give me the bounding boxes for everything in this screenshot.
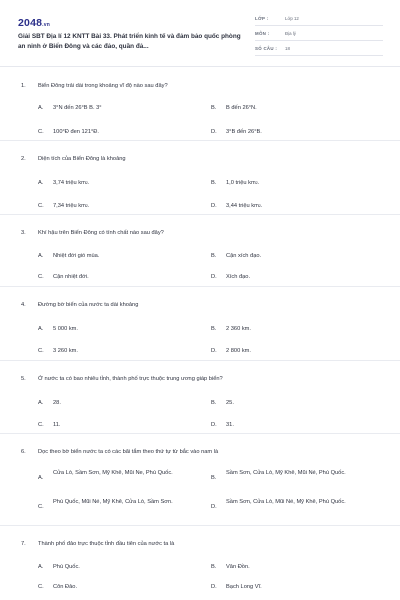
question-stem: Đường bờ biển của nước ta dài khoảng [38, 302, 139, 308]
option-label: B. [211, 180, 217, 186]
option-label: B. [211, 105, 217, 111]
option-label: A. [38, 253, 44, 259]
option-text [53, 178, 183, 188]
question-number: 1. [21, 83, 26, 89]
question-3 [0, 215, 400, 287]
question-6 [0, 434, 400, 526]
option-text-main: 2 360 km. [226, 326, 251, 332]
option-text-main: 3°N đến 26°B B. 3° [53, 105, 102, 111]
question-stem: Biển Đông trải dài trong khoảng vĩ độ nào sau đây? [38, 83, 168, 89]
option-label: D. [211, 129, 217, 135]
option-label: B. [211, 475, 217, 481]
option-text [226, 497, 356, 507]
option-text [53, 272, 183, 282]
option-label: C. [38, 584, 44, 590]
option-text [53, 251, 183, 261]
option-label: B. [211, 326, 217, 332]
option-text [226, 562, 356, 572]
option-text [226, 420, 356, 430]
meta-row-class [255, 15, 383, 26]
option-text [53, 562, 183, 572]
option-label: D. [211, 584, 217, 590]
option-text [226, 103, 356, 113]
option-text [53, 346, 183, 356]
option-label: C. [38, 203, 44, 209]
option-text-main: Nhiệt đới gió mùa. [53, 253, 100, 259]
meta-value: Địa lý [285, 31, 296, 36]
option-text [53, 468, 183, 478]
option-label: A. [38, 564, 44, 570]
question-2 [0, 141, 400, 215]
question-stem: Diện tích của Biển Đông là khoảng [38, 156, 126, 162]
document-title: Giải SBT Địa lí 12 KNTT Bài 33. Phát triển kinh tế và đảm bảo quốc phòng an ninh ở Biển Đông và các đảo, quần đả... [18, 33, 241, 50]
option-text [53, 103, 183, 113]
option-label: A. [38, 326, 44, 332]
option-text-main: Cận nhiệt đới. [53, 274, 89, 280]
document-meta [255, 15, 383, 60]
option-text-main: Xích đạo. [226, 274, 251, 280]
option-superscript: 2 [85, 204, 88, 208]
option-text-main: Vân Đồn. [226, 564, 250, 570]
meta-key: LỚP : [255, 16, 269, 21]
option-text-main: 3,44 triệu km [226, 203, 259, 209]
option-label: D. [211, 422, 217, 428]
meta-row-count [255, 45, 383, 56]
question-number: 2. [21, 156, 26, 162]
option-label: A. [38, 400, 44, 406]
option-label: B. [211, 564, 217, 570]
question-text [21, 83, 168, 89]
option-label: B. [211, 253, 217, 259]
question-stem: Khí hậu trên Biển Đông có tính chất nào sau đây? [38, 230, 164, 236]
option-text-main: 3°B đến 26°B. [226, 129, 262, 135]
option-text-main: Cửa Lò, Sầm Sơn, Mỹ Khê, Mũi Ne, Phú Quốc. [53, 470, 173, 476]
option-superscript: 2 [255, 181, 258, 185]
option-label: B. [211, 400, 217, 406]
question-stem: Dọc theo bờ biển nước ta có các bãi tắm theo thứ tự từ bắc vào nam là [38, 449, 219, 455]
option-text-main: 2 800 km. [226, 348, 251, 354]
option-label: C. [38, 129, 44, 135]
meta-key: MÔN : [255, 31, 270, 36]
meta-row-subject [255, 30, 383, 41]
option-label: D. [211, 274, 217, 280]
option-text-main: 100°Đ đen 121°Đ. [53, 129, 99, 135]
option-text [226, 324, 356, 334]
question-5 [0, 361, 400, 434]
option-text [226, 398, 356, 408]
option-text-main: 28. [53, 400, 61, 406]
option-text-main: Sầm Sơn, Cửa Lò, Mũi Né, Mỹ Khê, Phú Quốc. [226, 499, 346, 505]
question-7 [0, 526, 400, 592]
option-text [53, 127, 183, 137]
question-list [0, 66, 400, 592]
option-text [53, 420, 183, 430]
option-text [226, 178, 356, 188]
option-text [226, 468, 356, 478]
question-4 [0, 287, 400, 361]
option-text-main: 3,74 triệu km [53, 180, 86, 186]
option-text-end: . [87, 180, 90, 186]
option-text-main: Cận xích đạo. [226, 253, 262, 259]
meta-key: SỐ CÂU : [255, 46, 278, 51]
option-label: A. [38, 475, 44, 481]
option-label: C. [38, 422, 44, 428]
option-text-end: . [257, 180, 260, 186]
option-text-end: . [87, 203, 90, 209]
option-text [53, 324, 183, 334]
option-text-end: . [260, 203, 263, 209]
option-label: C. [38, 348, 44, 354]
option-label: C. [38, 274, 44, 280]
option-text [226, 201, 356, 211]
site-logo[interactable] [18, 17, 50, 29]
option-text-main: 5 000 km. [53, 326, 78, 332]
option-text [53, 497, 183, 507]
option-superscript: 2 [258, 204, 261, 208]
question-text [21, 541, 174, 547]
option-text-main: B đến 26°N. [226, 105, 257, 111]
question-number: 7. [21, 541, 26, 547]
question-text [21, 449, 218, 455]
header [0, 0, 400, 60]
option-text [226, 272, 356, 282]
option-text [226, 127, 356, 137]
option-text-main: Sầm Sơn, Cửa Lò, Mỹ Khê, Mũi Né, Phú Quốc. [226, 470, 346, 476]
option-text [226, 251, 356, 261]
option-text-main: 1,0 triệu km [226, 180, 256, 186]
option-text-main: Côn Đảo. [53, 584, 78, 590]
meta-value: 18 [285, 46, 290, 51]
option-label: A. [38, 180, 44, 186]
question-number: 3. [21, 230, 26, 236]
option-label: D. [211, 348, 217, 354]
option-label: D. [211, 504, 217, 510]
option-text [226, 346, 356, 356]
option-text-main: Bạch Long Vĩ. [226, 584, 262, 590]
option-text-main: 3 260 km. [53, 348, 78, 354]
option-text [53, 582, 183, 592]
logo-suffix: .vn [42, 22, 50, 28]
option-text [53, 398, 183, 408]
option-text-main: 7,34 triệu km [53, 203, 86, 209]
option-text-main: 11. [53, 422, 61, 428]
option-text-main: 31. [226, 422, 234, 428]
option-text [53, 201, 183, 211]
question-text [21, 156, 126, 162]
option-superscript: 2 [85, 181, 88, 185]
question-1 [0, 66, 400, 141]
option-text-main: Phú Quốc. [53, 564, 80, 570]
option-label: C. [38, 504, 44, 510]
question-stem: Thành phố đảo trực thuộc tỉnh đầu tiên của nước ta là [38, 541, 175, 547]
question-number: 6. [21, 449, 26, 455]
question-number: 5. [21, 376, 26, 382]
option-text-main: Phú Quốc, Mũi Né, Mỹ Khê, Cửa Lò, Sầm Sơn. [53, 499, 173, 505]
option-label: D. [211, 203, 217, 209]
question-text [21, 230, 164, 236]
question-stem: Ở nước ta có bao nhiêu tỉnh, thành phố trực thuộc trung ương giáp biển? [38, 376, 223, 382]
question-text [21, 376, 223, 382]
option-label: A. [38, 105, 44, 111]
meta-value: Lớp 12 [285, 16, 299, 21]
option-text-main: 25. [226, 400, 234, 406]
option-text [226, 582, 356, 592]
question-number: 4. [21, 302, 26, 308]
logo-main: 2048 [18, 17, 43, 29]
question-text [21, 302, 138, 308]
